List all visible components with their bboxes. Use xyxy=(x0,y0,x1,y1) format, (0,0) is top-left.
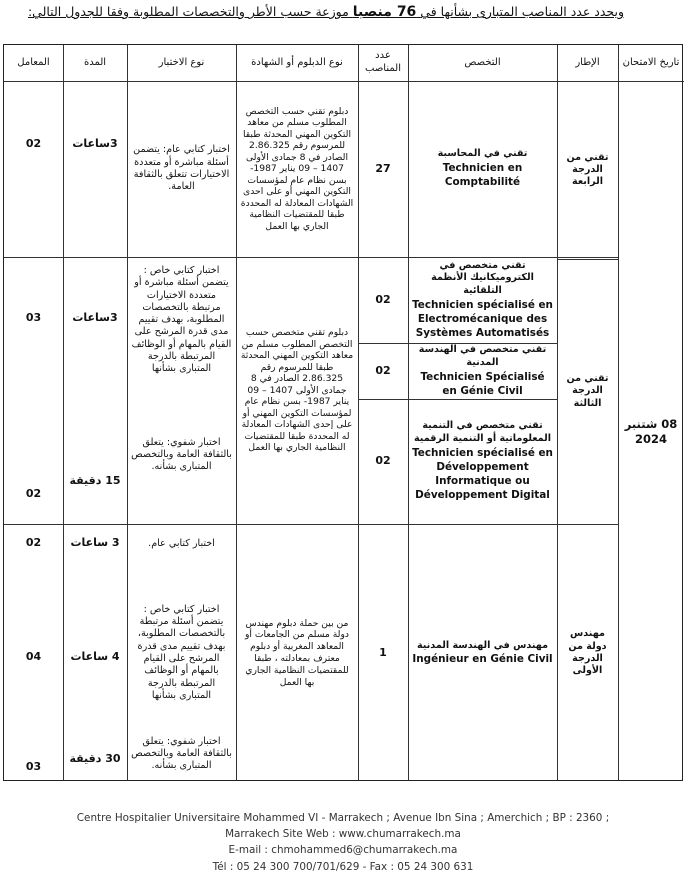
coef-eng-special: 04 xyxy=(25,649,42,663)
coef-eng-oral: 03 xyxy=(25,759,42,773)
intro-count: 76 منصبا xyxy=(352,4,417,20)
specialty-fr: Technicien spécialisé en Développement Informatique ou Développement Digital xyxy=(412,447,553,502)
duration-t4-general: 3ساعات xyxy=(72,136,118,150)
coef-t3-oral: 02 xyxy=(25,486,42,500)
header-diploma: نوع الدبلوم أو الشهادة xyxy=(251,56,343,68)
duration-t3-oral: 15 دقيقة xyxy=(69,473,121,487)
diploma-t4: دبلوم تقني حسب التخصص المطلوب مسلم من معاهد التكوين المهني المحدثة طبقا للمرسوم رقم 2.86.325 الصادر في 8 جمادى الأولى 1407 – 09 يناير 1987- بسن نظام عام لمؤسسات التكوين المهني أو على احدى الشهادات المعادلة له المحددة طبقا للمقتضيات النظامية الجاري بها العمل xyxy=(240,105,354,232)
duration-eng-special: 4 ساعات xyxy=(70,649,120,663)
intro-sentence xyxy=(27,4,624,20)
footer-address: Centre Hospitalier Universitaire Mohammed VI - Marrakech ; Avenue Ibn Sina ; Amerchich ; BP : 2360 ; xyxy=(76,812,610,824)
coef-t4-general: 02 xyxy=(25,136,42,150)
specialty-fr: Technicien en Comptabilité xyxy=(442,162,523,189)
specialty-fr: Technicien Spécialisé en Génie Civil xyxy=(420,370,545,397)
header-duration: المدة xyxy=(83,56,107,68)
duration-t3-special: 3ساعات xyxy=(72,310,118,324)
posts-accounting: 27 xyxy=(375,161,391,175)
duration-eng-general: 3 ساعات xyxy=(70,535,120,549)
header-exam-type: نوع الاختبار xyxy=(158,56,205,68)
coef-eng-general: 02 xyxy=(25,535,42,549)
specialty-ar: مهندس في الهندسة المدنية xyxy=(416,639,549,651)
exam-t3-special: اختبار كتابي خاص : يتضمن أسئلة مباشرة أو متعددة الاختيارات مرتبطة بالتخصصات المطلوبة، بهدف تقييم مدى قدرة المرشح على القيام بالمهام أو الوظائف المرتبطة بالدرجة المتبارى بشأنها xyxy=(131,265,232,375)
header-coefficient: المعامل xyxy=(17,56,50,68)
specialty-development xyxy=(408,399,557,524)
header-posts: عدد المناصب xyxy=(365,50,401,74)
header-frame: الإطار xyxy=(575,56,600,68)
intro-part1: ويحدد عدد المناصب المتبارى بشأنها في xyxy=(420,4,624,19)
specialty-ar: تقني متخصص في الهندسة المدنية xyxy=(418,344,547,368)
posts-development: 02 xyxy=(375,454,391,468)
specialty-accounting xyxy=(408,81,557,257)
specialty-ar: تقني في المحاسبة xyxy=(437,148,528,160)
intro-part2: موزعة حسب الأطر والتخصصات المطلوبة وفقا للجدول التالي: xyxy=(27,4,349,19)
posts-civil-tech: 02 xyxy=(375,363,391,377)
exam-date: 08 شتنبر 2024 xyxy=(624,416,678,446)
frame-t3: تقني من الدرجة الثالثة xyxy=(566,373,609,409)
specialty-fr: Technicien spécialisé en Electromécanique des Systèmes Automatisés xyxy=(412,299,553,340)
diploma-t3: دبلوم تقني متخصص حسب التخصص المطلوب مسلم من معاهد التكوين المهني المحدثة طبقا للمرسوم رقم 2.86.325 الصادر في 8 جمادى الأولى 1407 – 09 يناير 1987- بسن نظام عام لمؤسسات التكوين المهني أو على إحدى الشهادات المعادلة له المحددة طبقا للمقتضيات النظامية الجاري بها العمل xyxy=(240,327,354,454)
specialty-ar: تقني متخصص في التنمية المعلوماتية أو التنمية الرقمية xyxy=(413,420,551,445)
exam-t4-general: اختبار كتابي عام: يتضمن أسئلة مباشرة أو متعددة الاختيارات تتعلق بالثقافة العامة. xyxy=(133,144,230,193)
diploma-engineer: من بين حملة دبلوم مهندس دولة مسلم من الجامعات أو المعاهد المغربية أو دبلوم معترف بمعادلته ، طبقا للمقتضيات النظامية الجاري بها العمل xyxy=(245,617,349,688)
footer-email: E-mail : chmohammed6@chumarrakech.ma xyxy=(228,844,458,856)
frame-t4: تقني من الدرجة الرابعة xyxy=(566,151,609,188)
frame-engineer: مهندس دولة من الدرجة الأولى xyxy=(568,628,607,677)
exam-t3-oral: اختبار شفوي: يتعلق بالثقافة العامة وبالتخصص المتبارى بشأنه. xyxy=(131,436,232,473)
footer-website: Marrakech Site Web : www.chumarrakech.ma xyxy=(225,828,461,840)
exam-eng-oral: اختبار شفوي: يتعلق بالثقافة العامة وبالتخصص المتبارى بشأنه. xyxy=(131,735,232,772)
specialty-electromechanics xyxy=(408,257,557,343)
specialty-civil-tech xyxy=(408,343,557,399)
specialty-fr: Ingénieur en Génie Civil xyxy=(412,653,553,666)
posts-table xyxy=(3,44,683,781)
specialty-ar: تقني متخصص في الكتروميكانيك الأنظمة التلقائية xyxy=(431,259,534,297)
coef-t3-special: 03 xyxy=(25,310,42,324)
posts-electromechanics: 02 xyxy=(375,292,391,306)
posts-civil-engineer: 1 xyxy=(379,645,387,659)
specialty-civil-engineer xyxy=(408,524,557,782)
duration-eng-oral: 30 دقيقة xyxy=(69,751,121,765)
exam-eng-general: اختبار كتابي عام. xyxy=(148,537,215,549)
header-date: تاريخ الامتحان xyxy=(622,56,680,68)
footer-phone: Tél : 05 24 300 700/701/629 - Fax : 05 24 300 631 xyxy=(212,861,474,873)
header-specialty: التخصص xyxy=(464,56,501,68)
exam-eng-special: اختبار كتابي خاص : يتضمن أسئلة مرتبطة بالتخصصات المطلوبة، بهدف تقييم مدى قدرة المرشح على القيام بالمهام أو الوظائف المرتبطة بالدرجة المتبارى بشأنها xyxy=(137,603,226,701)
